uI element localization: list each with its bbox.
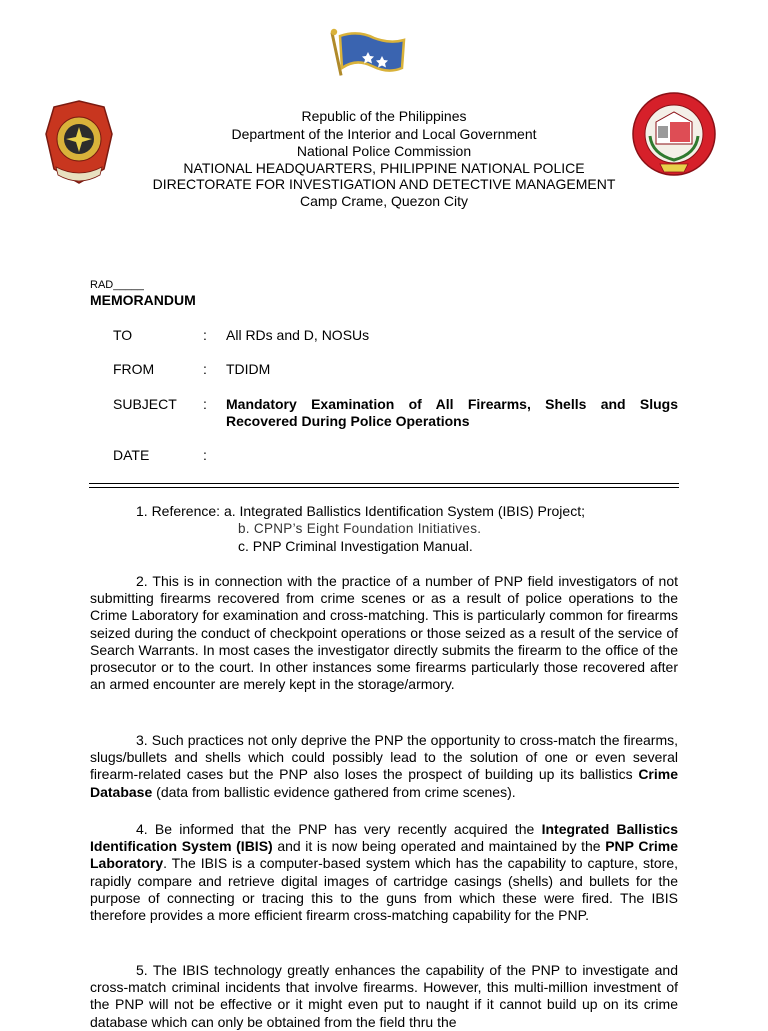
p4-ibis: Integrated Ballistics Identification System (IBIS) xyxy=(90,821,678,855)
reference-b: b. CPNP’s Eight Foundation Initiatives. xyxy=(238,521,482,536)
field-label: FROM xyxy=(113,361,155,377)
field-colon: : xyxy=(203,396,207,412)
reference-a: 1. Reference: a. Integrated Ballistics Identification System (IBIS) Project; xyxy=(136,503,585,519)
header-didm: DIRECTORATE FOR INVESTIGATION AND DETECTIVE MANAGEMENT xyxy=(152,176,616,192)
p3-crime-database: Crime Database xyxy=(90,766,678,800)
paragraph-4 xyxy=(90,821,678,924)
field-label: TO xyxy=(113,327,133,343)
rad-number: RAD_____ xyxy=(90,279,144,291)
field-label: DATE xyxy=(113,447,150,463)
p4-text-c: and it is now being operated and maintained by the xyxy=(272,838,606,855)
divider-bottom xyxy=(89,487,679,488)
field-value: All RDs and D, NOSUs xyxy=(226,327,370,343)
p3-text-a: 3. Such practices not only deprive the PNP the opportunity to cross-match the firearms, slugs/bullets and shells which could possibly lead to the solution of one or even several firearm-related cases but the PNP also loses the prospect of building up its ballistics xyxy=(90,732,678,783)
p3-text-c: (data from ballistic evidence gathered from crime scenes). xyxy=(152,783,516,800)
field-label: SUBJECT xyxy=(113,396,177,412)
header-nhq-pnp: NATIONAL HEADQUARTERS, PHILIPPINE NATIONAL POLICE xyxy=(183,160,585,176)
header-republic: Republic of the Philippines xyxy=(301,108,467,124)
field-colon: : xyxy=(203,361,207,377)
divider-top xyxy=(89,483,679,484)
p4-pnp-crime-lab: PNP Crime Laboratory xyxy=(90,838,679,872)
header-napolcom: National Police Commission xyxy=(296,143,472,159)
field-colon: : xyxy=(203,447,207,463)
field-value: TDIDM xyxy=(226,361,271,377)
field-colon: : xyxy=(203,327,207,343)
reference-c: c. PNP Criminal Investigation Manual. xyxy=(238,538,473,554)
paragraph-5: 5. The IBIS technology greatly enhances the capability of the PNP to investigate and cross-match criminal incidents that involve firearms. However, this multi-million investment of the PNP will not be effective or it might even put to naught if it cannot build up on its crime database which can only be obtained from the field thru the xyxy=(90,962,678,1030)
p4-text-e: . The IBIS is a computer-based system which has the capability to capture, store, rapidly compare and retrieve digital images of cartridge casings (shells) and bullets for the purpose of connecting or tracing this to the guns from which these were fired. The IBIS therefore provides a more efficient firearm cross-matching capability for the PNP. xyxy=(90,855,678,924)
p4-text-a: 4. Be informed that the PNP has very recently acquired the xyxy=(136,821,542,837)
memo-title: MEMORANDUM xyxy=(90,292,196,308)
paragraph-3 xyxy=(90,732,678,801)
field-value: Mandatory Examination of All Firearms, Shells and Slugs Recovered During Police Operations xyxy=(226,396,678,429)
header-location: Camp Crame, Quezon City xyxy=(299,193,469,209)
paragraph-2: 2. This is in connection with the practice of a number of PNP field investigators of not submitting firearms recovered from crime scenes or as a result of police operations to the Crime Laboratory for examination and cross-matching. This is particularly common for firearms seized during the conduct of checkpoint operations or those seized as a result of the service of Search Warrants. In most cases the investigator directly submits the firearm to the office of the prosecutor or to the court. In other instances some firearms particularly those recovered after an armed encounter are merely kept in the storage/armory. xyxy=(90,573,678,693)
pnp-flag-logo xyxy=(328,28,408,82)
header-dilg: Department of the Interior and Local Government xyxy=(231,126,537,142)
